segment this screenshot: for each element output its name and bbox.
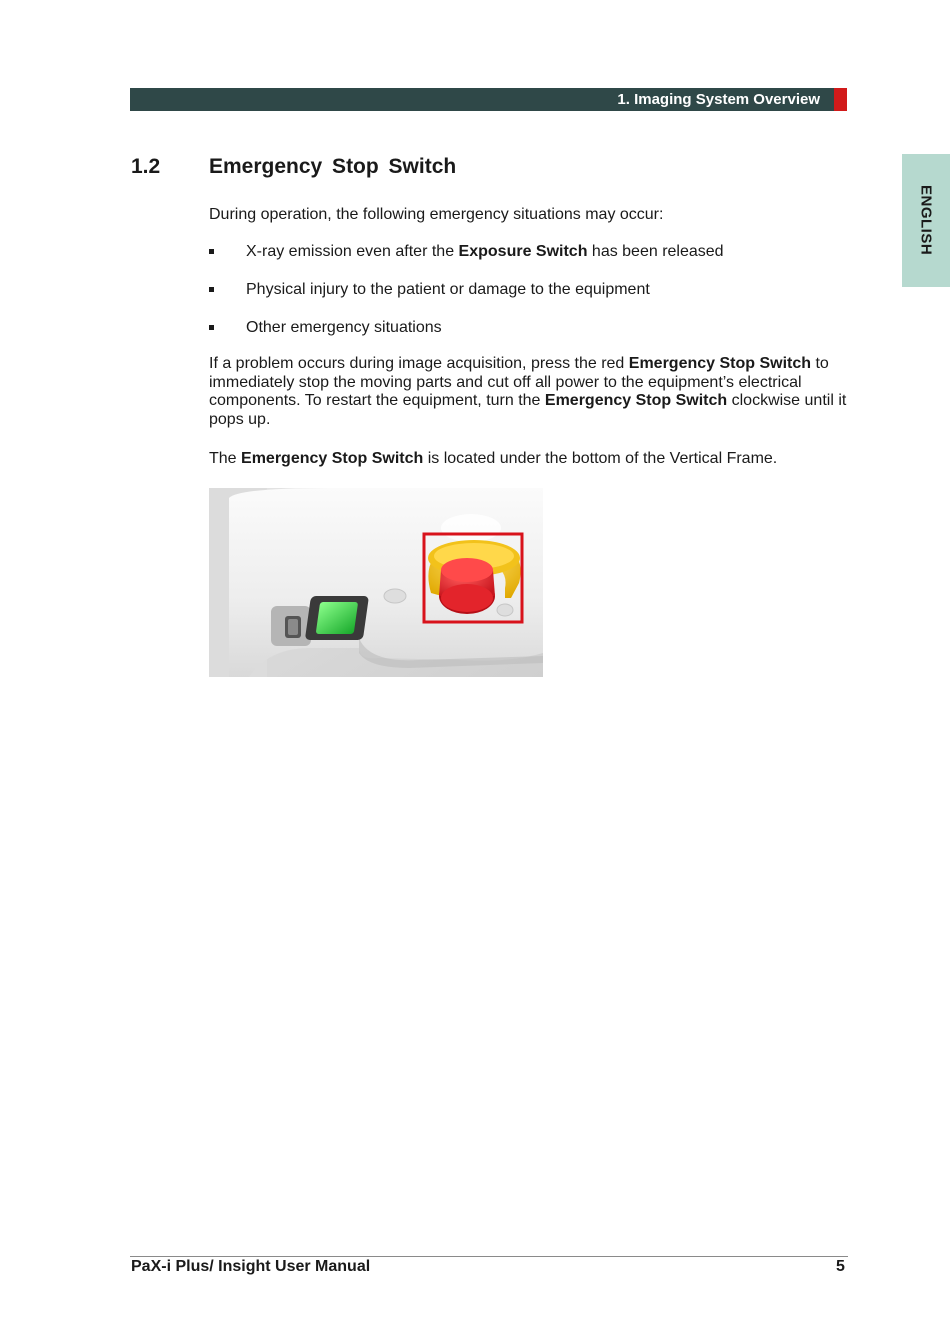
screw-hole (497, 604, 513, 616)
list-item-text: Physical injury to the patient or damage to the equipment (246, 281, 650, 298)
intro-text: During operation, the following emergency situations may occur: (209, 206, 664, 223)
emergency-stop-switch-photo (209, 488, 543, 677)
bullet-square-icon (209, 249, 214, 254)
power-switch (305, 596, 369, 640)
bullet-square-icon (209, 287, 214, 292)
language-tab (902, 154, 950, 287)
footer-manual-title: PaX-i Plus/ Insight User Manual (131, 1258, 371, 1275)
location-paragraph: The Emergency Stop Switch is located under the bottom of the Vertical Frame. (209, 450, 778, 467)
red-stop-button (439, 558, 495, 614)
footer-divider (130, 1256, 848, 1257)
switch-shadow (441, 514, 501, 542)
bullet-square-icon (209, 325, 214, 330)
chapter-header-bar (130, 88, 834, 111)
list-item-text: X-ray emission even after the Exposure Switch has been released (246, 243, 724, 260)
header-accent-block (834, 88, 847, 111)
chapter-title: 1. Imaging System Overview (617, 91, 820, 108)
language-label: ENGLISH (917, 185, 935, 256)
screw-hole (384, 589, 406, 603)
connector-port (271, 606, 311, 646)
page-number: 5 (836, 1258, 845, 1275)
section-title: Emergency Stop Switch (209, 155, 457, 178)
list-item-text: Other emergency situations (246, 319, 442, 336)
restart-instructions-paragraph: If a problem occurs during image acquisition, press the red Emergency Stop Switch to immediately stop the moving parts and cut off all power to the equipment’s electrical components. To restart the equipment, turn the Emergency Stop Switch clockwise until it pops up. (209, 355, 847, 428)
section-number: 1.2 (131, 155, 161, 178)
device-housing (229, 488, 543, 677)
